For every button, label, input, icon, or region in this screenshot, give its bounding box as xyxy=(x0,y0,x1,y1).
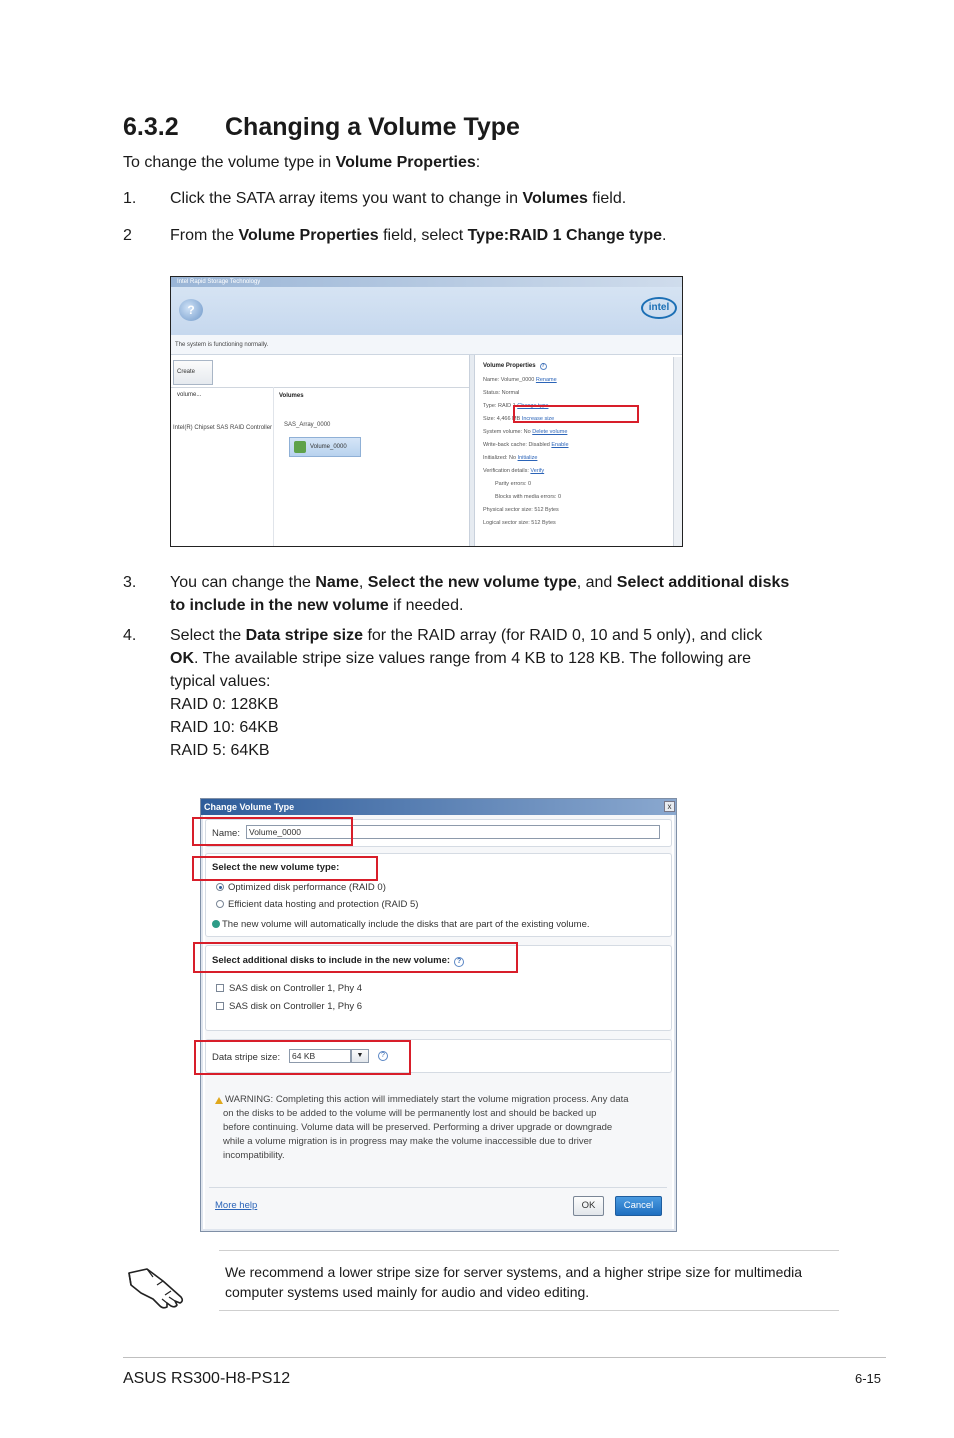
volume-properties-panel xyxy=(477,357,673,547)
step-4-text-line1: Select the Data stripe size for the RAID array (for RAID 0, 10 and 5 only), and click xyxy=(170,627,763,644)
property-row: Verification details: Verify xyxy=(483,468,545,474)
section-number: 6.3.2 xyxy=(123,113,179,141)
warning-line: on the disks to be added to the volume will be permanently lost and should be backed up xyxy=(223,1108,597,1119)
create-volume-button[interactable]: Create volume... xyxy=(173,360,213,385)
name-label: Name: xyxy=(212,828,240,839)
property-link[interactable]: Delete volume xyxy=(532,429,568,435)
close-icon[interactable]: x xyxy=(664,801,675,812)
properties-list xyxy=(477,374,673,530)
intro-text: To change the volume type in Volume Properties: xyxy=(123,154,481,171)
dialog-title: Change Volume Type xyxy=(201,799,676,815)
property-link[interactable]: Verify xyxy=(530,468,545,474)
step-2-text: From the Volume Properties field, select Type:RAID 1 Change type. xyxy=(170,227,667,244)
rst-titlebar: Intel Rapid Storage Technology xyxy=(171,277,682,287)
footer-rule xyxy=(123,1357,886,1358)
help-icon[interactable]: ? xyxy=(378,1051,388,1061)
radio-raid5[interactable] xyxy=(216,900,224,908)
property-row: Write-back cache: Disabled Enable xyxy=(483,442,569,448)
warning-icon xyxy=(215,1097,223,1104)
properties-title: Volume Properties ? xyxy=(483,363,545,369)
scrollbar[interactable] xyxy=(673,357,682,547)
property-link[interactable]: Enable xyxy=(551,442,569,448)
help-icon[interactable]: ? xyxy=(454,957,464,967)
intel-logo: intel xyxy=(641,297,677,319)
info-text: The new volume will automatically include the disks that are part of the existing volume. xyxy=(212,919,590,930)
volume-icon xyxy=(294,441,306,453)
property-link[interactable]: Rename xyxy=(535,377,557,383)
panel-splitter[interactable] xyxy=(469,355,475,547)
raid-value: RAID 0: 128KB xyxy=(170,696,279,713)
info-icon xyxy=(212,920,220,928)
property-row: Initialized: No Initialize xyxy=(483,455,538,461)
option-raid0[interactable]: Optimized disk performance (RAID 0) xyxy=(216,882,386,893)
rst-divider xyxy=(171,387,469,388)
help-icon[interactable]: ? xyxy=(541,363,545,369)
rst-logo-icon: ? xyxy=(179,299,203,321)
volume-type-heading: Select the new volume type: xyxy=(212,862,340,873)
highlight-change-type xyxy=(513,405,639,423)
note-top-rule xyxy=(219,1250,839,1251)
highlight-stripe-size xyxy=(194,1040,411,1075)
step-1-number: 1. xyxy=(123,190,137,207)
warning-line: before continuing. Volume data will be preserved. Performing a driver upgrade or downgrade xyxy=(223,1122,613,1133)
dialog-divider xyxy=(209,1187,667,1188)
step-1-text: Click the SATA array items you want to change in Volumes field. xyxy=(170,190,627,207)
step-4-text-line3: typical values: xyxy=(170,673,271,690)
name-input[interactable]: Volume_0000 xyxy=(246,825,660,839)
raid-value: RAID 5: 64KB xyxy=(170,742,270,759)
property-link[interactable]: Initialize xyxy=(517,455,538,461)
property-row: Size: 4,466 MB Increase size xyxy=(483,416,555,422)
checkbox[interactable] xyxy=(216,1002,224,1010)
hand-note-icon xyxy=(127,1263,185,1309)
step-3-text-line1: You can change the Name, Select the new volume type, and Select additional disks xyxy=(170,574,790,591)
more-help-link[interactable]: More help xyxy=(215,1200,258,1211)
checkbox[interactable] xyxy=(216,984,224,992)
chevron-down-icon[interactable]: ▼ xyxy=(351,1049,369,1063)
note-text: We recommend a lower stripe size for server systems, and a higher stripe size for multimedia computer systems used mainly for audio and video editing. xyxy=(225,1264,803,1300)
section-heading xyxy=(123,113,520,142)
highlight-additional-disks xyxy=(193,942,518,973)
property-row: Parity errors: 0 xyxy=(495,481,532,487)
property-row: System volume: No Delete volume xyxy=(483,429,568,435)
footer-product: ASUS RS300-H8-PS12 xyxy=(123,1370,291,1387)
property-row: Blocks with media errors: 0 xyxy=(495,494,562,500)
controller-label: Intel(R) Chipset SAS RAID Controller xyxy=(173,425,273,431)
volume-item[interactable]: Volume_0000 xyxy=(289,437,361,457)
ok-button[interactable]: OK xyxy=(573,1196,604,1216)
step-2-number: 2 xyxy=(123,227,132,244)
disk-option-1[interactable]: SAS disk on Controller 1, Phy 4 xyxy=(216,983,362,994)
radio-raid0[interactable] xyxy=(216,883,224,891)
raid-value: RAID 10: 64KB xyxy=(170,719,279,736)
warning-line: incompatibility. xyxy=(223,1150,285,1161)
step-4-text-line2: OK. The available stripe size values range from 4 KB to 128 KB. The following are xyxy=(170,650,752,667)
section-title: Changing a Volume Type xyxy=(225,113,520,141)
property-row: Status: Normal xyxy=(483,390,520,396)
stripe-size-select[interactable]: 64 KB xyxy=(289,1049,351,1063)
additional-disks-heading: Select additional disks to include in the new volume: ? xyxy=(212,955,464,967)
step-3-number: 3. xyxy=(123,574,137,591)
property-row: Logical sector size: 512 Bytes xyxy=(483,520,556,526)
rst-divider-vertical xyxy=(273,387,274,547)
property-row: Type: RAID 1 Change type xyxy=(483,403,549,409)
property-link[interactable]: Change type xyxy=(517,403,549,409)
disk-option-2[interactable]: SAS disk on Controller 1, Phy 6 xyxy=(216,1001,362,1012)
property-link[interactable]: Increase size xyxy=(521,416,555,422)
cancel-button[interactable]: Cancel xyxy=(615,1196,662,1216)
highlight-name xyxy=(192,817,353,846)
option-raid5[interactable]: Efficient data hosting and protection (RAID 5) xyxy=(216,899,418,910)
rst-status: The system is functioning normally. xyxy=(171,335,682,355)
note-bottom-rule xyxy=(219,1310,839,1311)
step-4-number: 4. xyxy=(123,627,137,644)
volumes-heading: Volumes xyxy=(279,393,304,399)
warning-line: WARNING: Completing this action will immediately start the volume migration process. Any data xyxy=(225,1094,629,1105)
property-row: Name: Volume_0000 Rename xyxy=(483,377,557,383)
step-3-text-line2: to include in the new volume if needed. xyxy=(170,597,464,614)
array-name[interactable]: SAS_Array_0000 xyxy=(284,422,331,428)
page-number: 6-15 xyxy=(855,1371,882,1386)
warning-line: while a volume migration is in progress may make the volume inaccessible due to driver xyxy=(223,1136,593,1147)
rst-screenshot xyxy=(170,276,683,547)
property-row: Physical sector size: 512 Bytes xyxy=(483,507,559,513)
highlight-volume-type xyxy=(192,856,378,881)
stripe-size-label: Data stripe size: xyxy=(212,1052,281,1063)
